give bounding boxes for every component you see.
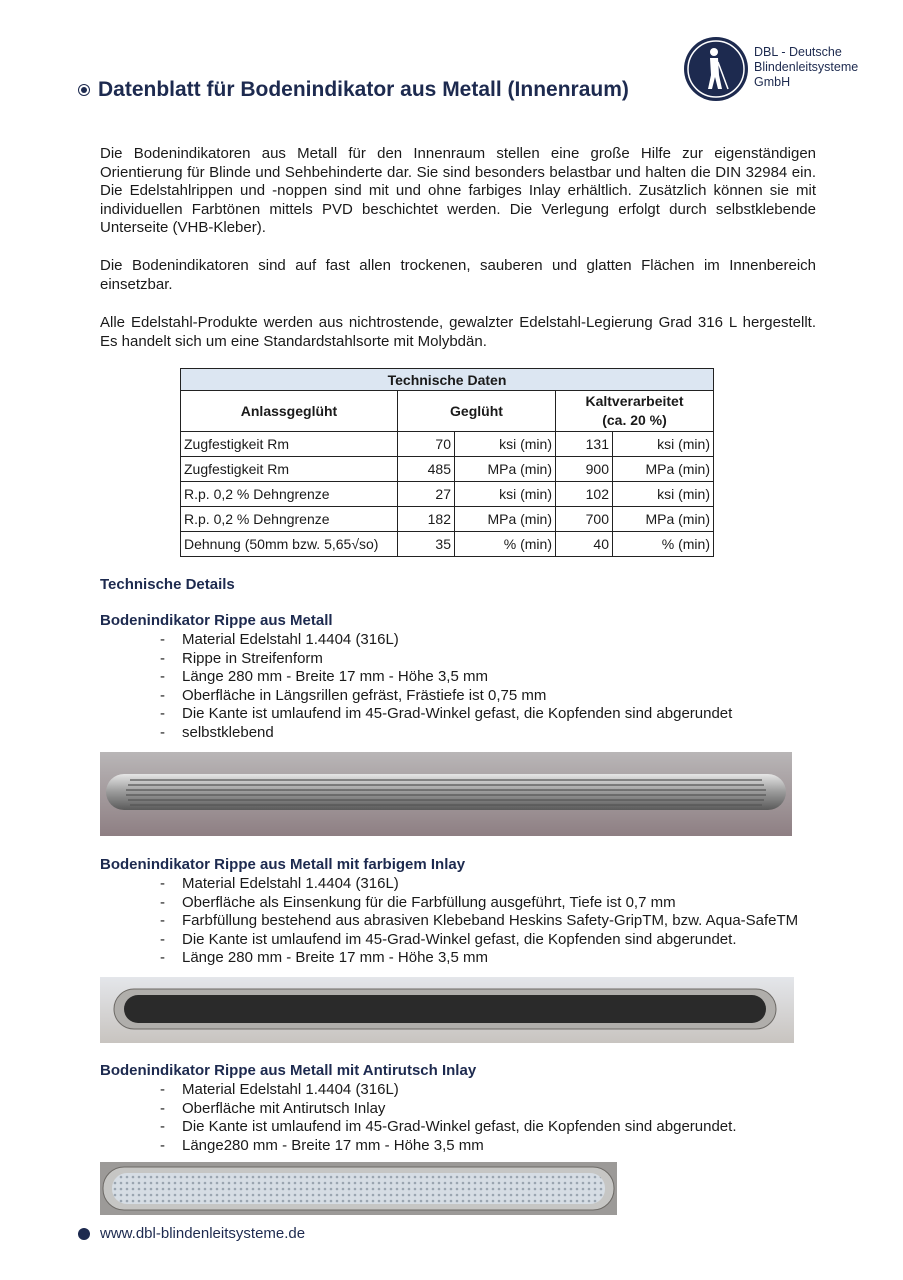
table-cell: ksi (min) bbox=[455, 432, 556, 457]
list-item: - Farbfüllung bestehend aus abrasiven Klebeband Heskins Safety-GripTM, bzw. Aqua-SafeTM bbox=[160, 912, 798, 931]
list-item: - Länge 280 mm - Breite 17 mm - Höhe 3,5 mm bbox=[160, 949, 798, 968]
table-cell: 700 bbox=[556, 507, 613, 532]
product-spec-list bbox=[160, 875, 798, 968]
footer-url[interactable]: www.dbl-blindenleitsysteme.de bbox=[100, 1225, 306, 1242]
intro-paragraph: Die Bodenindikatoren aus Metall für den Innenraum stellen eine große Hilfe zur eigenständigen Orientierung für Blinde und Sehbehinderte dar. Sie sind besonders belastbar und halten die DIN 32984 ein. Die Edelstahlrippen und -noppen sind mit und ohne farbiges Inlay erhältlich. Zusätzlich können sie mit individuellen Farbtönen mittels PVD beschichtet werden. Die Verlegung erfolgt durch selbstklebende Unterseite (VHB-Kleber). bbox=[100, 145, 816, 236]
company-logo bbox=[684, 37, 748, 101]
table-cell: 102 bbox=[556, 482, 613, 507]
list-item: - Die Kante ist umlaufend im 45-Grad-Winkel gefast, die Kopfenden sind abgerundet. bbox=[160, 931, 798, 950]
table-cell: 131 bbox=[556, 432, 613, 457]
product-photo-ribbed-bar bbox=[100, 752, 792, 836]
blind-person-icon bbox=[684, 37, 748, 101]
list-item: - Oberfläche in Längsrillen gefräst, Frästiefe ist 0,75 mm bbox=[160, 687, 732, 706]
product-photo-inlay-bar bbox=[100, 977, 794, 1043]
product-heading: Bodenindikator Rippe aus Metall mit farbigem Inlay bbox=[100, 856, 466, 873]
table-cell: ksi (min) bbox=[455, 482, 556, 507]
list-item: - Rippe in Streifenform bbox=[160, 650, 732, 669]
table-row bbox=[181, 432, 714, 457]
product-heading: Bodenindikator Rippe aus Metall bbox=[100, 612, 333, 629]
page-title-text: Datenblatt für Bodenindikator aus Metall (Innenraum) bbox=[98, 78, 629, 101]
product-heading: Bodenindikator Rippe aus Metall mit Antirutsch Inlay bbox=[100, 1062, 477, 1079]
bullet-icon bbox=[78, 84, 90, 96]
table-cell: 27 bbox=[398, 482, 455, 507]
list-item: - Länge 280 mm - Breite 17 mm - Höhe 3,5 mm bbox=[160, 668, 732, 687]
list-item: - selbstklebend bbox=[160, 724, 732, 743]
product-spec-list bbox=[160, 1081, 737, 1155]
product-spec-list bbox=[160, 631, 732, 742]
table-cell: MPa (min) bbox=[613, 457, 714, 482]
table-cell: MPa (min) bbox=[455, 457, 556, 482]
table-cell: % (min) bbox=[613, 532, 714, 557]
table-cell: 900 bbox=[556, 457, 613, 482]
table-cell: 35 bbox=[398, 532, 455, 557]
column-header: Anlassgeglüht bbox=[181, 391, 398, 432]
company-name-line: Blindenleitsysteme bbox=[754, 60, 859, 74]
table-cell: 40 bbox=[556, 532, 613, 557]
details-heading: Technische Details bbox=[100, 576, 235, 593]
list-item: - Die Kante ist umlaufend im 45-Grad-Winkel gefast, die Kopfenden sind abgerundet bbox=[160, 705, 732, 724]
list-item: - Oberfläche mit Antirutsch Inlay bbox=[160, 1100, 737, 1119]
column-header: Geglüht bbox=[398, 391, 556, 432]
table-cell: Zugfestigkeit Rm bbox=[181, 432, 398, 457]
list-item: - Länge280 mm - Breite 17 mm - Höhe 3,5 mm bbox=[160, 1137, 737, 1156]
list-item: - Oberfläche als Einsenkung für die Farbfüllung ausgeführt, Tiefe ist 0,7 mm bbox=[160, 894, 798, 913]
page-title bbox=[78, 78, 629, 102]
table-cell: ksi (min) bbox=[613, 482, 714, 507]
intro-paragraph: Die Bodenindikatoren sind auf fast allen trockenen, sauberen und glatten Flächen im Innenbereich einsetzbar. bbox=[100, 257, 816, 293]
list-item: - Die Kante ist umlaufend im 45-Grad-Winkel gefast, die Kopfenden sind abgerundet. bbox=[160, 1118, 737, 1137]
technical-data-table bbox=[180, 368, 714, 557]
table-cell: R.p. 0,2 % Dehngrenze bbox=[181, 507, 398, 532]
table-cell: 182 bbox=[398, 507, 455, 532]
table-cell: % (min) bbox=[455, 532, 556, 557]
column-header bbox=[556, 391, 714, 432]
intro-paragraph: Alle Edelstahl-Produkte werden aus nichtrostende, gewalzter Edelstahl-Legierung Grad 316 L hergestellt. Es handelt sich um eine Standardstahlsorte mit Molybdän. bbox=[100, 314, 816, 350]
list-item: - Material Edelstahl 1.4404 (316L) bbox=[160, 631, 732, 650]
table-row bbox=[181, 507, 714, 532]
company-name-line: GmbH bbox=[754, 75, 791, 89]
column-header-line: Kaltverarbeitet bbox=[585, 393, 684, 409]
list-item: - Material Edelstahl 1.4404 (316L) bbox=[160, 1081, 737, 1100]
table-cell: Zugfestigkeit Rm bbox=[181, 457, 398, 482]
company-name-line: DBL - Deutsche bbox=[754, 45, 842, 59]
table-cell: 485 bbox=[398, 457, 455, 482]
table-cell: 70 bbox=[398, 432, 455, 457]
table-cell: MPa (min) bbox=[613, 507, 714, 532]
table-row bbox=[181, 482, 714, 507]
table-cell: MPa (min) bbox=[455, 507, 556, 532]
table-cell: ksi (min) bbox=[613, 432, 714, 457]
table-row bbox=[181, 532, 714, 557]
bullet-icon bbox=[78, 1228, 90, 1240]
table-cell: R.p. 0,2 % Dehngrenze bbox=[181, 482, 398, 507]
product-photo-antislip-bar bbox=[100, 1162, 617, 1215]
table-row bbox=[181, 457, 714, 482]
table-cell: Dehnung (50mm bzw. 5,65√so) bbox=[181, 532, 398, 557]
column-header-line: (ca. 20 %) bbox=[602, 412, 667, 428]
table-caption: Technische Daten bbox=[181, 369, 714, 391]
company-name bbox=[754, 45, 858, 90]
list-item: - Material Edelstahl 1.4404 (316L) bbox=[160, 875, 798, 894]
